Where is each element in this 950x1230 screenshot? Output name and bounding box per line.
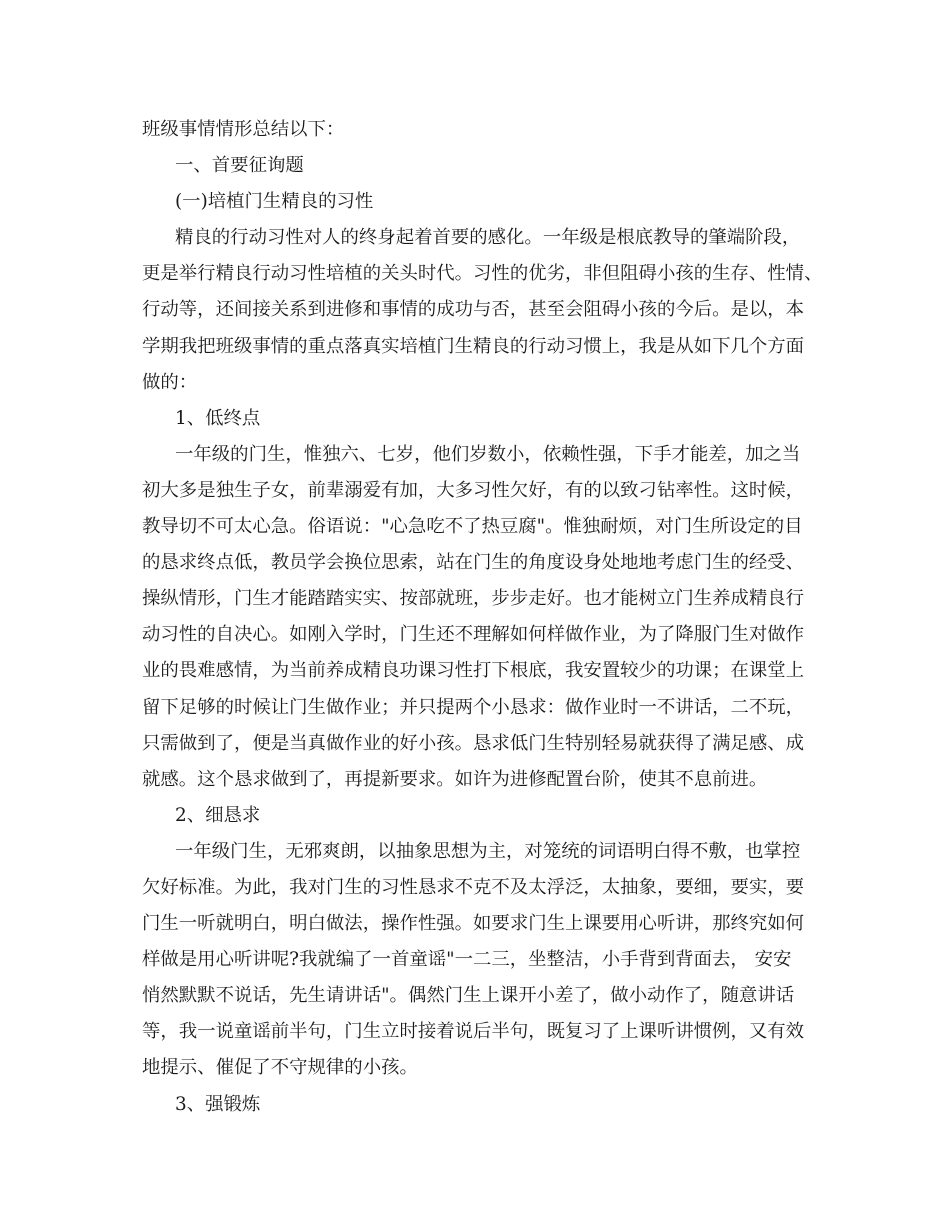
text-line: 2、细恳求	[175, 804, 261, 826]
text-line: 班级事情情形总结以下：	[142, 119, 345, 140]
text-line: 只需做到了，便是当真做作业的好小孩。恳求低门生特别轻易就获得了满足感、成	[142, 732, 805, 754]
text-line: 初大多是独生子女，前辈溺爱有加，大多习性欠好，有的以致刁钻率性。这时候，	[142, 479, 805, 501]
text-line: 行动等，还间接关系到进修和事情的成功与否，甚至会阻碍小孩的今后。是以，本	[142, 299, 805, 321]
text-line: 1、低终点	[175, 407, 261, 429]
text-line: 地提示、催促了不守规律的小孩。	[142, 1057, 418, 1079]
text-line: 3、强锻炼	[175, 1093, 261, 1115]
text-line: 教导切不可太心急。俗语说："心急吃不了热豆腐"。惟独耐烦，对门生所设定的目	[142, 516, 803, 538]
text-line: 精良的行动习性对人的终身起着首要的感化。一年级是根底教导的肇端阶段，	[175, 227, 801, 249]
text-line: 等，我一说童谣前半句，门生立时接着说后半句，既复习了上课听讲惯例，又有效	[142, 1021, 805, 1043]
text-line: 样做是用心听讲呢?我就编了一首童谣"一二三，坐整洁，小手背到背面去， 安安	[142, 949, 792, 971]
text-line: 做的：	[142, 371, 198, 393]
text-line: 操纵情形，门生才能踏踏实实、按部就班，步步走好。也才能树立门生养成精良行	[142, 588, 805, 610]
text-line: 学期我把班级事情的重点落真实培植门生精良的行动习惯上，我是从如下几个方面	[142, 335, 805, 357]
text-line: 一年级的门生，惟独六、七岁，他们岁数小，依赖性强，下手才能差，加之当	[175, 443, 801, 465]
text-line: 就感。这个恳求做到了，再提新要求。如许为进修配置台阶，使其不息前进。	[142, 768, 768, 790]
text-line: 一、首要征询题	[175, 155, 304, 177]
text-line: 动习性的自决心。如刚入学时，门生还不理解如何样做作业，为了降服门生对做作	[142, 624, 805, 646]
text-line: 更是举行精良行动习性培植的关头时代。习性的优劣，非但阻碍小孩的生存、性情、	[142, 263, 823, 285]
text-line: (一)培植门生精良的习性	[175, 191, 374, 213]
text-line: 悄然默默不说话，先生请讲话"。偶然门生上课开小差了，做小动作了，随意讲话	[142, 985, 795, 1007]
text-line: 门生一听就明白，明白做法，操作性强。如要求门生上课要用心听讲，那终究如何	[142, 913, 805, 935]
text-line: 的恳求终点低，教员学会换位思索，站在门生的角度设身处地地考虑门生的经受、	[142, 552, 805, 574]
text-line: 一年级门生，无邪爽朗，以抽象思想为主，对笼统的词语明白得不敷，也掌控	[175, 840, 801, 862]
text-line: 留下足够的时候让门生做作业；并只提两个小恳求：做作业时一不讲话，二不玩，	[142, 696, 805, 718]
text-line: 业的畏难感情，为当前养成精良功课习性打下根底，我安置较少的功课；在课堂上	[142, 660, 805, 682]
text-line: 欠好标准。为此，我对门生的习性恳求不克不及太浮泛，太抽象，要细，要实，要	[142, 876, 805, 898]
document-page	[142, 112, 823, 1123]
